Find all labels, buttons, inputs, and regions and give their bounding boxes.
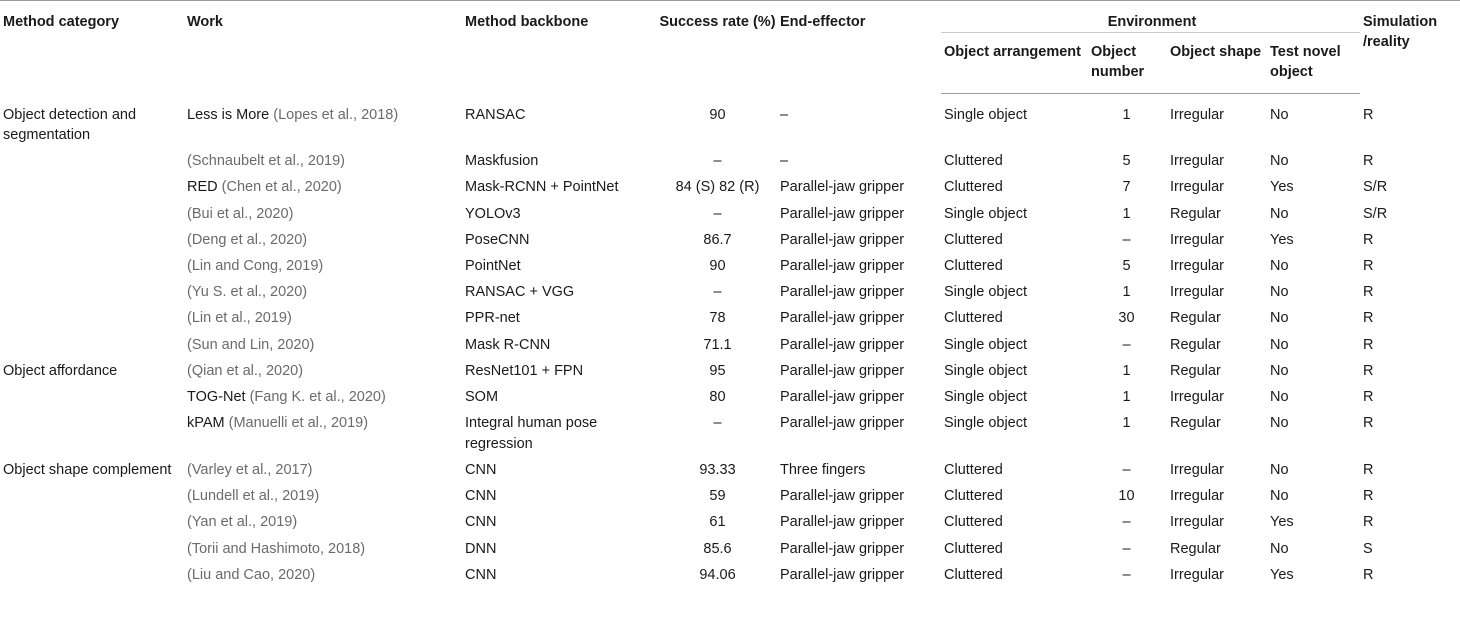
- cell-simulation-reality: R: [1363, 514, 1374, 531]
- table-row: [0, 227, 1460, 253]
- cell-object-number: 7: [1122, 179, 1131, 196]
- cell-success-rate: 78: [709, 310, 726, 327]
- cell-test-novel-object: No: [1270, 362, 1289, 379]
- cell-work: [184, 562, 462, 588]
- work-citation-link[interactable]: (Chen et al., 2020): [221, 179, 342, 196]
- cell-test-novel-object: No: [1270, 284, 1289, 301]
- cell-method-backbone: DNN: [465, 540, 497, 557]
- cell-method-backbone: YOLOv3: [465, 205, 521, 222]
- cell-work: [184, 279, 462, 305]
- cell-test-novel-object: No: [1270, 258, 1289, 275]
- cell-test-novel-object: No: [1270, 488, 1289, 505]
- cell-success-rate: –: [713, 205, 722, 222]
- header-object-number: Object number: [1083, 33, 1167, 94]
- cell-object-number: 1: [1122, 362, 1131, 379]
- cell-method-category: [0, 410, 184, 457]
- cell-object-arrangement: Cluttered: [944, 461, 1003, 478]
- cell-method-backbone: SOM: [465, 388, 499, 405]
- table-row: [0, 175, 1460, 201]
- header-test-novel-object: Test novel object: [1267, 33, 1360, 94]
- cell-work: [184, 253, 462, 279]
- work-citation-link[interactable]: (Lin and Cong, 2019): [187, 258, 324, 275]
- cell-simulation-reality: R: [1363, 566, 1374, 583]
- cell-object-shape: Regular: [1170, 205, 1221, 222]
- cell-object-shape: Irregular: [1170, 514, 1224, 531]
- cell-method-category: [0, 483, 184, 509]
- cell-object-arrangement: Single object: [944, 205, 1028, 222]
- cell-work: [184, 201, 462, 227]
- table-row: [0, 332, 1460, 358]
- cell-end-effector: Parallel-jaw gripper: [780, 388, 905, 405]
- table-row: [0, 483, 1460, 509]
- cell-method-backbone: RANSAC: [465, 106, 526, 123]
- cell-end-effector: Parallel-jaw gripper: [780, 284, 905, 301]
- cell-object-arrangement: Cluttered: [944, 566, 1003, 583]
- cell-method-category: [0, 175, 184, 201]
- cell-simulation-reality: R: [1363, 362, 1374, 379]
- work-name: Less is More: [187, 106, 270, 123]
- cell-object-shape: Irregular: [1170, 107, 1224, 123]
- work-citation-link[interactable]: (Qian et al., 2020): [187, 362, 304, 379]
- cell-test-novel-object: No: [1270, 336, 1289, 353]
- work-citation-link[interactable]: (Yan et al., 2019): [187, 514, 298, 531]
- cell-end-effector: Parallel-jaw gripper: [780, 310, 905, 327]
- cell-simulation-reality: R: [1363, 231, 1374, 248]
- cell-work: [184, 94, 462, 149]
- table-body: [0, 94, 1460, 589]
- cell-object-shape: Irregular: [1170, 461, 1224, 478]
- cell-test-novel-object: Yes: [1270, 231, 1294, 248]
- cell-object-shape: Irregular: [1170, 231, 1224, 248]
- cell-work: [184, 410, 462, 457]
- cell-test-novel-object: Yes: [1270, 566, 1294, 583]
- work-citation-link[interactable]: (Schnaubelt et al., 2019): [187, 153, 345, 170]
- work-citation-link[interactable]: (Torii and Hashimoto, 2018): [187, 540, 366, 557]
- cell-object-number: 1: [1122, 388, 1131, 405]
- cell-success-rate: –: [713, 415, 722, 432]
- cell-simulation-reality: R: [1363, 415, 1374, 432]
- cell-object-arrangement: Cluttered: [944, 231, 1003, 248]
- cell-object-number: –: [1122, 566, 1131, 583]
- table-row: [0, 562, 1460, 588]
- cell-work: [184, 457, 462, 483]
- work-citation-link[interactable]: (Yu S. et al., 2020): [187, 284, 308, 301]
- cell-method-category: Object detection and segmentation: [3, 106, 137, 144]
- cell-method-backbone: PoseCNN: [465, 231, 530, 248]
- cell-work: [184, 332, 462, 358]
- cell-success-rate: 86.7: [703, 231, 732, 248]
- cell-work: [184, 358, 462, 384]
- cell-success-rate: 90: [709, 106, 726, 123]
- cell-end-effector: Parallel-jaw gripper: [780, 488, 905, 505]
- cell-object-arrangement: Single object: [944, 284, 1028, 301]
- cell-object-number: 30: [1118, 310, 1135, 327]
- cell-simulation-reality: R: [1363, 388, 1374, 405]
- header-object-shape: Object shape: [1167, 33, 1267, 94]
- cell-test-novel-object: No: [1270, 388, 1289, 405]
- cell-object-shape: Regular: [1170, 310, 1221, 327]
- cell-end-effector: Parallel-jaw gripper: [780, 362, 905, 379]
- cell-method-backbone: Maskfusion: [465, 153, 539, 170]
- header-work: Work: [184, 1, 462, 94]
- cell-method-backbone: Mask R-CNN: [465, 336, 551, 353]
- cell-object-number: 5: [1122, 258, 1131, 275]
- cell-success-rate: 71.1: [703, 336, 732, 353]
- cell-success-rate: –: [713, 284, 722, 301]
- cell-end-effector: Parallel-jaw gripper: [780, 514, 905, 531]
- cell-work: [184, 384, 462, 410]
- cell-method-category: [0, 279, 184, 305]
- cell-method-category: [0, 332, 184, 358]
- cell-method-category: [0, 384, 184, 410]
- cell-method-category: [0, 148, 184, 174]
- cell-method-backbone: RANSAC + VGG: [465, 284, 575, 301]
- cell-object-arrangement: Single object: [944, 415, 1028, 432]
- header-method-backbone: Method backbone: [462, 1, 655, 94]
- work-citation-link[interactable]: (Lopes et al., 2018): [273, 106, 399, 123]
- table-row: [0, 536, 1460, 562]
- cell-success-rate: 95: [709, 362, 726, 379]
- cell-test-novel-object: No: [1270, 153, 1289, 170]
- cell-method-backbone: CNN: [465, 488, 497, 505]
- cell-work: [184, 227, 462, 253]
- cell-work: [184, 148, 462, 174]
- cell-end-effector: Parallel-jaw gripper: [780, 231, 905, 248]
- cell-simulation-reality: S/R: [1363, 179, 1388, 196]
- cell-end-effector: –: [780, 106, 789, 123]
- cell-object-arrangement: Single object: [944, 388, 1028, 405]
- cell-object-number: –: [1122, 231, 1131, 248]
- cell-object-shape: Irregular: [1170, 179, 1224, 196]
- work-citation-link[interactable]: (Bui et al., 2020): [187, 205, 294, 222]
- cell-method-category: [0, 510, 184, 536]
- cell-object-shape: Irregular: [1170, 284, 1224, 301]
- cell-end-effector: Parallel-jaw gripper: [780, 415, 905, 432]
- work-name: TOG-Net: [187, 388, 246, 405]
- table-row: [0, 510, 1460, 536]
- cell-object-arrangement: Cluttered: [944, 514, 1003, 531]
- cell-simulation-reality: R: [1363, 461, 1374, 478]
- cell-object-arrangement: Single object: [944, 107, 1028, 123]
- cell-method-category: Object shape complement: [3, 461, 172, 478]
- cell-test-novel-object: Yes: [1270, 179, 1294, 196]
- cell-simulation-reality: R: [1363, 336, 1374, 353]
- table-row: [0, 457, 1460, 483]
- cell-end-effector: Parallel-jaw gripper: [780, 179, 905, 196]
- work-citation-link[interactable]: (Sun and Lin, 2020): [187, 336, 315, 353]
- work-citation-link[interactable]: (Fang K. et al., 2020): [249, 388, 386, 405]
- cell-object-number: –: [1122, 514, 1131, 531]
- work-name: RED: [187, 179, 218, 196]
- cell-success-rate: 93.33: [699, 461, 736, 478]
- cell-method-backbone: ResNet101 + FPN: [465, 362, 584, 379]
- table-row: [0, 201, 1460, 227]
- cell-method-category: [0, 306, 184, 332]
- cell-object-arrangement: Cluttered: [944, 488, 1003, 505]
- cell-object-shape: Regular: [1170, 540, 1221, 557]
- header-end-effector: End-effector: [777, 1, 941, 94]
- cell-object-shape: Regular: [1170, 415, 1221, 432]
- cell-method-category: [0, 562, 184, 588]
- cell-success-rate: 90: [709, 258, 726, 275]
- work-citation-link[interactable]: (Deng et al., 2020): [187, 231, 308, 248]
- table-row: [0, 148, 1460, 174]
- cell-method-backbone: Mask-RCNN + PointNet: [465, 179, 619, 196]
- cell-success-rate: 94.06: [699, 566, 736, 583]
- cell-object-number: 1: [1122, 284, 1131, 301]
- table-row: [0, 384, 1460, 410]
- cell-test-novel-object: No: [1270, 107, 1289, 123]
- work-citation-link[interactable]: (Lundell et al., 2019): [187, 488, 320, 505]
- cell-object-shape: Irregular: [1170, 258, 1224, 275]
- cell-method-backbone: PointNet: [465, 258, 521, 275]
- table-row: [0, 410, 1460, 457]
- cell-simulation-reality: R: [1363, 284, 1374, 301]
- cell-object-shape: Regular: [1170, 336, 1221, 353]
- cell-object-number: 5: [1122, 153, 1131, 170]
- header-success-rate: Success rate (%): [655, 1, 777, 94]
- cell-method-backbone: Integral human pose regression: [465, 415, 598, 452]
- work-name: kPAM: [187, 415, 225, 432]
- work-citation-link[interactable]: (Lin et al., 2019): [187, 310, 292, 327]
- work-citation-link[interactable]: (Manuelli et al., 2019): [228, 415, 369, 432]
- header-environment: Environment: [941, 1, 1360, 33]
- cell-end-effector: –: [780, 153, 789, 170]
- table-row: [0, 358, 1460, 384]
- cell-method-backbone: CNN: [465, 514, 497, 531]
- cell-end-effector: Parallel-jaw gripper: [780, 258, 905, 275]
- cell-object-shape: Irregular: [1170, 566, 1224, 583]
- cell-method-category: [0, 201, 184, 227]
- cell-success-rate: 84 (S) 82 (R): [675, 179, 760, 196]
- cell-object-shape: Regular: [1170, 362, 1221, 379]
- cell-object-shape: Irregular: [1170, 153, 1224, 170]
- cell-test-novel-object: No: [1270, 461, 1289, 478]
- table-row: [0, 306, 1460, 332]
- cell-end-effector: Three fingers: [780, 461, 866, 478]
- cell-success-rate: 61: [709, 514, 726, 531]
- cell-object-arrangement: Cluttered: [944, 258, 1003, 275]
- cell-success-rate: 59: [709, 488, 726, 505]
- header-method-category: Method category: [0, 1, 184, 94]
- cell-object-number: 1: [1122, 415, 1131, 432]
- cell-success-rate: –: [713, 153, 722, 170]
- cell-simulation-reality: R: [1363, 258, 1374, 275]
- work-citation-link[interactable]: (Liu and Cao, 2020): [187, 566, 316, 583]
- table-header: [0, 1, 1460, 94]
- cell-object-arrangement: Cluttered: [944, 179, 1003, 196]
- cell-method-backbone: CNN: [465, 461, 497, 478]
- cell-method-category: [0, 253, 184, 279]
- table-row: [0, 94, 1460, 149]
- cell-end-effector: Parallel-jaw gripper: [780, 336, 905, 353]
- cell-test-novel-object: No: [1270, 205, 1289, 222]
- work-citation-link[interactable]: (Varley et al., 2017): [187, 461, 313, 478]
- table-row: [0, 279, 1460, 305]
- cell-work: [184, 536, 462, 562]
- cell-method-backbone: PPR-net: [465, 310, 520, 327]
- cell-object-shape: Irregular: [1170, 388, 1224, 405]
- cell-object-shape: Irregular: [1170, 488, 1224, 505]
- cell-test-novel-object: No: [1270, 540, 1289, 557]
- cell-test-novel-object: Yes: [1270, 514, 1294, 531]
- cell-simulation-reality: R: [1363, 488, 1374, 505]
- cell-simulation-reality: R: [1363, 310, 1374, 327]
- cell-success-rate: 80: [709, 388, 726, 405]
- cell-object-arrangement: Cluttered: [944, 153, 1003, 170]
- cell-method-category: [0, 536, 184, 562]
- cell-simulation-reality: R: [1363, 106, 1374, 123]
- cell-object-number: –: [1122, 540, 1131, 557]
- cell-end-effector: Parallel-jaw gripper: [780, 566, 905, 583]
- cell-object-number: –: [1122, 336, 1131, 353]
- cell-simulation-reality: R: [1363, 153, 1374, 170]
- cell-success-rate: 85.6: [703, 540, 732, 557]
- cell-work: [184, 175, 462, 201]
- header-simulation-reality: Simulation /reality: [1360, 1, 1460, 94]
- cell-object-number: 1: [1122, 107, 1131, 123]
- cell-end-effector: Parallel-jaw gripper: [780, 540, 905, 557]
- cell-object-number: 10: [1118, 488, 1135, 505]
- cell-work: [184, 306, 462, 332]
- cell-simulation-reality: S/R: [1363, 205, 1388, 222]
- cell-end-effector: Parallel-jaw gripper: [780, 205, 905, 222]
- cell-method-category: [0, 227, 184, 253]
- cell-simulation-reality: S: [1363, 540, 1373, 557]
- cell-object-arrangement: Single object: [944, 336, 1028, 353]
- cell-method-category: Object affordance: [3, 362, 118, 379]
- cell-object-arrangement: Single object: [944, 362, 1028, 379]
- cell-method-backbone: CNN: [465, 566, 497, 583]
- cell-object-number: 1: [1122, 205, 1131, 222]
- cell-object-arrangement: Cluttered: [944, 310, 1003, 327]
- header-object-arrangement: Object arrangement: [941, 33, 1083, 94]
- cell-test-novel-object: No: [1270, 310, 1289, 327]
- cell-object-arrangement: Cluttered: [944, 540, 1003, 557]
- cell-work: [184, 483, 462, 509]
- cell-work: [184, 510, 462, 536]
- cell-test-novel-object: No: [1270, 415, 1289, 432]
- cell-object-number: –: [1122, 461, 1131, 478]
- table-row: [0, 253, 1460, 279]
